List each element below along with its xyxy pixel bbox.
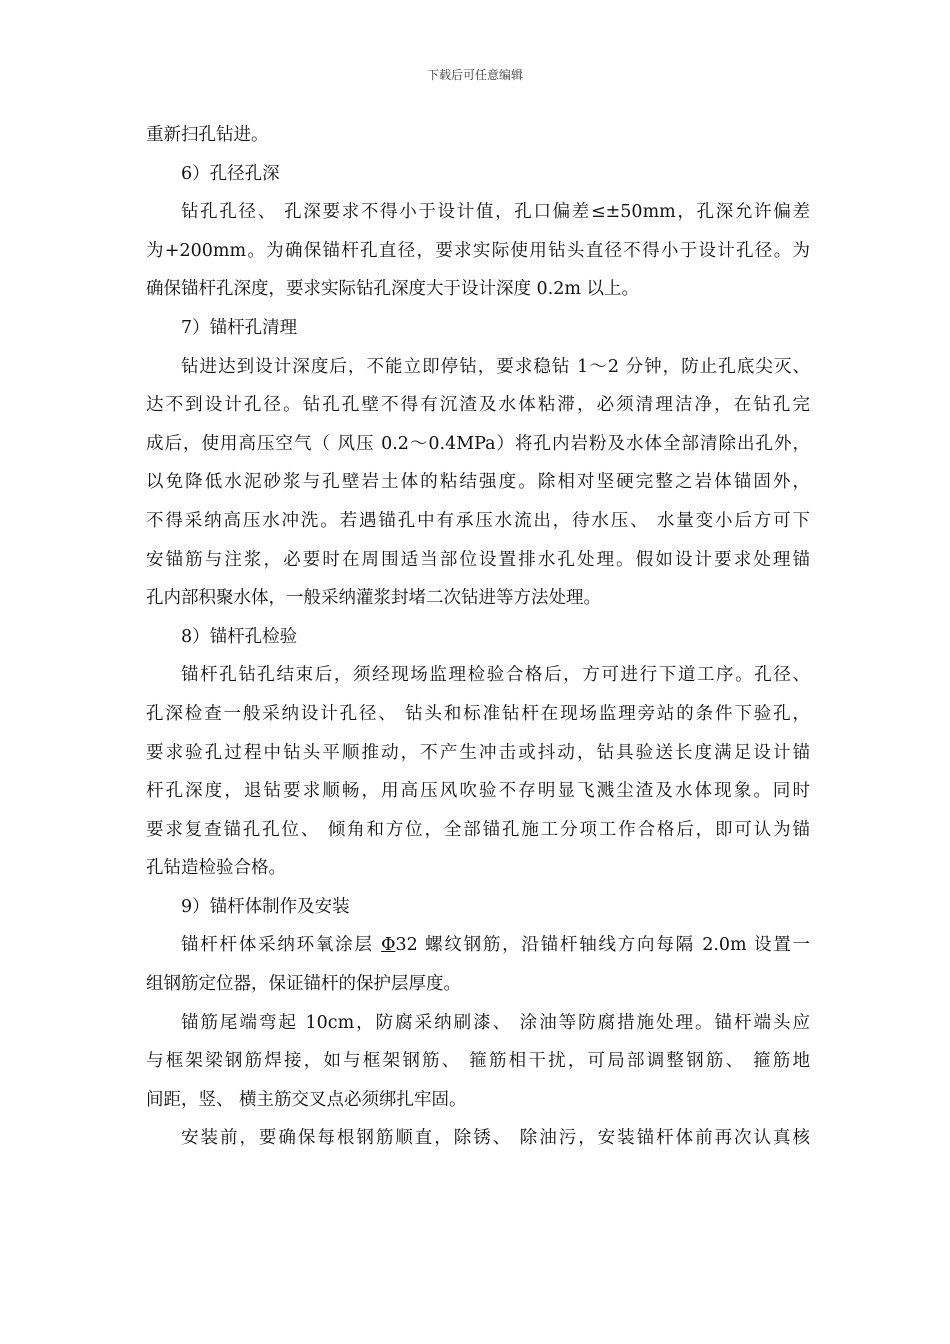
section-heading-8: 8）锚杆孔检验	[181, 626, 298, 647]
text-line: 杆孔深度，退钻要求顺畅，用高压风吹验不存明显飞溅尘渣及水体现象。同时	[146, 781, 810, 802]
text-line: 安装前，要确保每根钢筋顺直，除锈、 除油污，安装锚杆体前再次认真核	[181, 1128, 810, 1149]
text-line: 要求复查锚孔孔位、 倾角和方位，全部锚孔施工分项工作合格后，即可认为锚	[146, 819, 810, 840]
text-line: 要求验孔过程中钻头平顺推动，不产生冲击或抖动，钻具验送长度满足设计锚	[146, 742, 810, 763]
text-line: 孔深检查一般采纳设计孔径、 钻头和标准钻杆在现场监理旁站的条件下验孔，	[146, 703, 810, 724]
paragraph	[146, 656, 810, 888]
text-line: 安锚筋与注浆，必要时在周围适当部位设置排水孔处理。假如设计要求处理锚	[146, 549, 810, 570]
text-run: 32 螺纹钢筋，沿锚杆轴线方向每隔 2.0m 设置一	[395, 935, 811, 956]
text-line: 以免降低水泥砂浆与孔壁岩土体的粘结强度。除相对坚硬完整之岩体锚固外，	[146, 472, 810, 493]
text-line: 钻进达到设计深度后，不能立即停钻，要求稳钻 1～2 分钟，防止孔底尖灭、	[181, 356, 810, 377]
text-run: 锚杆杆体采纳环氧涂层	[181, 935, 382, 956]
section-heading-7: 7）锚杆孔清理	[181, 317, 298, 338]
paragraph	[146, 926, 810, 1003]
text-line: 孔钻造检验合格。	[146, 858, 286, 879]
paragraph	[146, 1004, 810, 1120]
document-body	[146, 116, 810, 1158]
text-line: 为+200mm。为确保锚杆孔直径，要求实际使用钻头直径不得小于设计孔径。为	[146, 240, 810, 261]
text-line: 组钢筋定位器，保证锚杆的保护层厚度。	[146, 974, 461, 995]
text-line: 不得采纳高压水冲洗。若遇锚孔中有承压水流出，待水压、 水量变小后方可下	[146, 510, 810, 531]
page-header: 下载后可任意编辑	[426, 68, 523, 82]
section-heading-6: 6）孔径孔深	[181, 163, 280, 184]
text-line: 锚杆孔钻孔结束后，须经现场监理检验合格后，方可进行下道工序。孔径、	[181, 665, 810, 686]
paragraph	[146, 348, 810, 618]
text-line: 孔内部积聚水体，一般采纳灌浆封堵二次钻进等方法处理。	[146, 588, 601, 609]
paragraph	[146, 116, 810, 155]
section-heading-9: 9）锚杆体制作及安装	[181, 896, 350, 917]
text-line: 重新扫孔钻进。	[146, 125, 269, 145]
text-line: 达不到设计孔径。钻孔孔壁不得有沉渣及水体粘滞，必须清理洁净，在钻孔完	[146, 395, 810, 416]
paragraph	[146, 1119, 810, 1158]
text-line: 钻孔孔径、 孔深要求不得小于设计值，孔口偏差≤±50mm，孔深允许偏差	[181, 202, 810, 223]
text-line: 锚筋尾端弯起 10cm，防腐采纳刷漆、 涂油等防腐措施处理。锚杆端头应	[181, 1012, 810, 1033]
text-line: 成后，使用高压空气（ 风压 0.2～0.4MPa）将孔内岩粉及水体全部清除出孔外，	[146, 433, 810, 454]
text-line: 与框架梁钢筋焊接，如与框架钢筋、 箍筋相干扰，可局部调整钢筋、 箍筋地	[146, 1051, 810, 1072]
rebar-symbol: Φ	[381, 935, 396, 956]
text-line: 确保锚杆孔深度，要求实际钻孔深度大于设计深度 0.2m 以上。	[146, 279, 640, 300]
paragraph	[146, 193, 810, 309]
text-line: 间距，竖、 横主筋交叉点必须绑扎牢固。	[146, 1089, 467, 1110]
text-line	[146, 926, 810, 965]
